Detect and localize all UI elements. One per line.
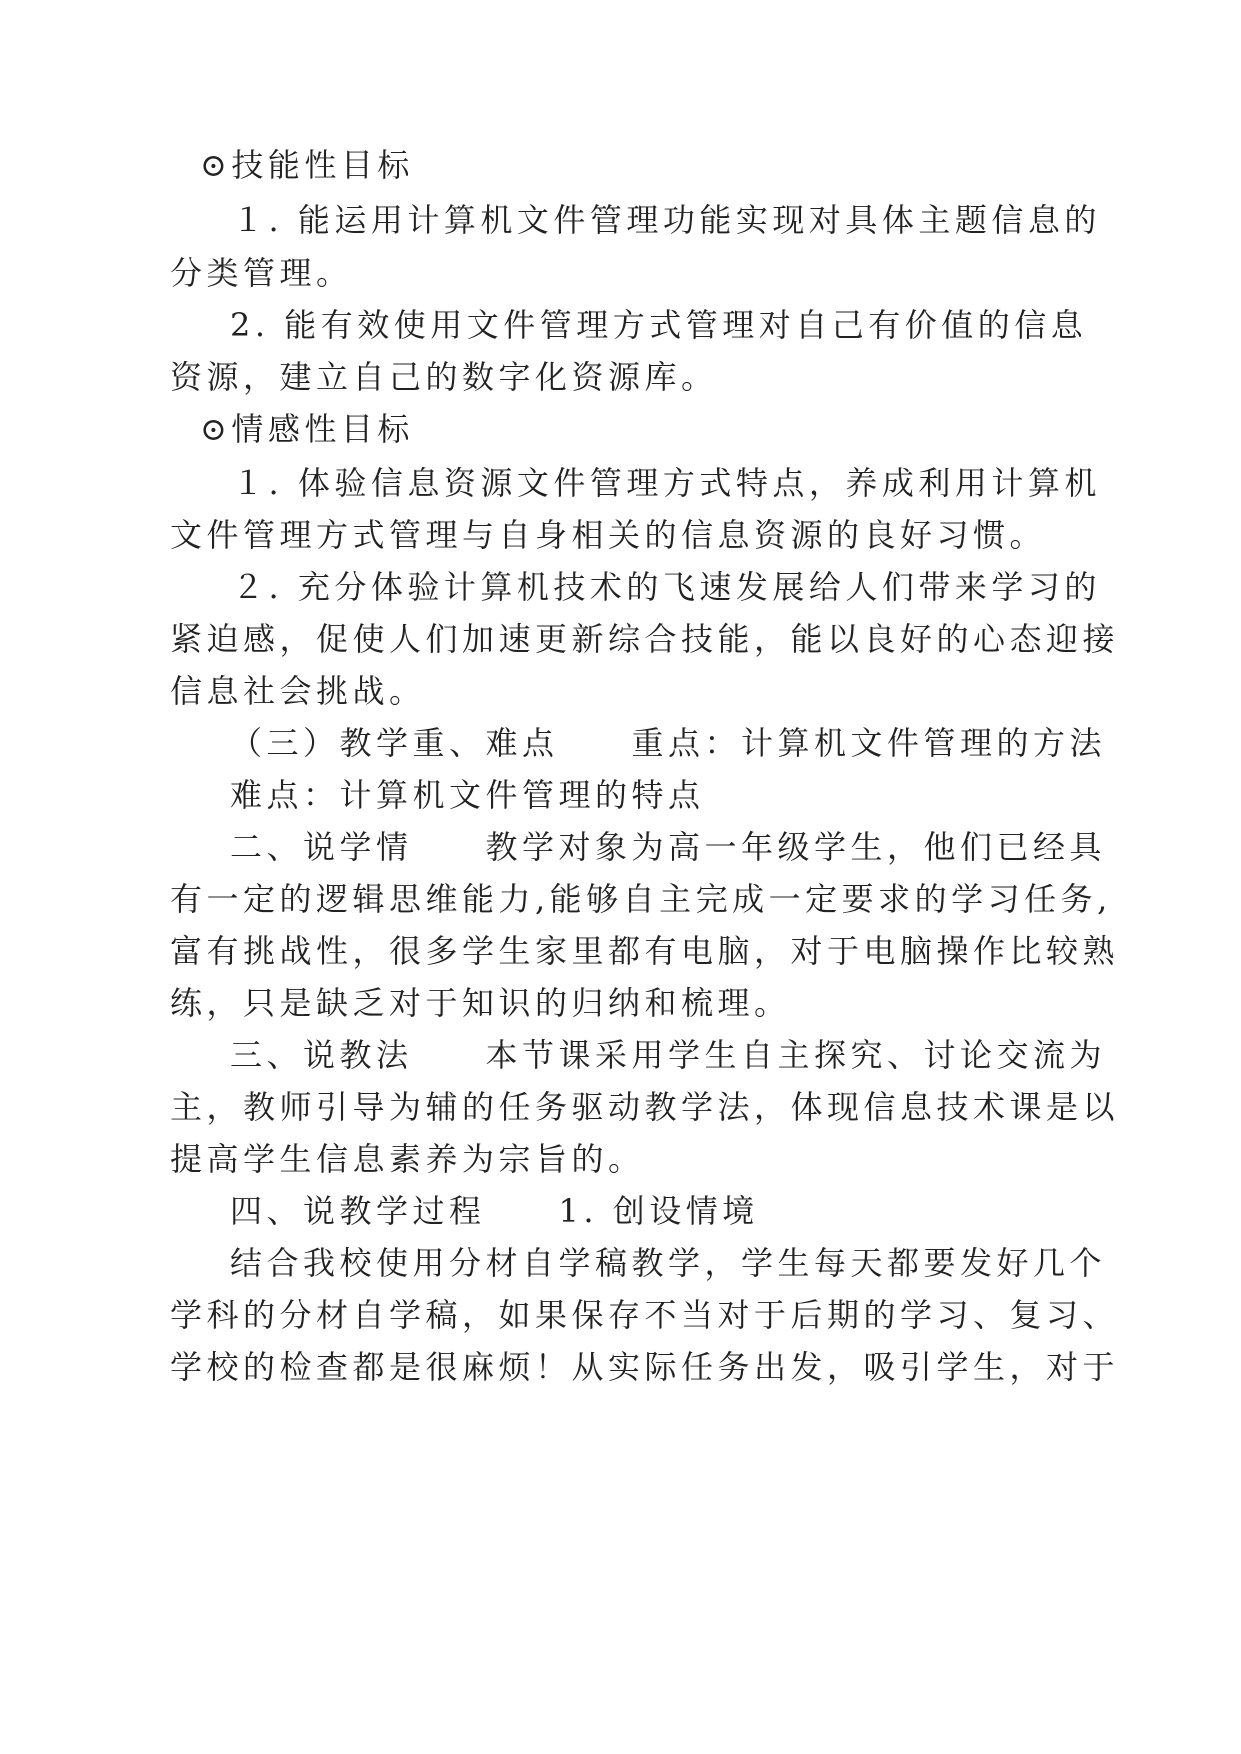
paragraph-line: 提高学生信息素养为宗旨的。	[170, 1140, 645, 1178]
heading-emotion-goals: ⊙情感性目标	[200, 410, 414, 448]
paragraph-line: 学科的分材自学稿，如果保存不当对于后期的学习、复习、	[170, 1296, 1120, 1334]
paragraph-line: 分类管理。	[170, 254, 353, 292]
paragraph-line: 紧迫感，促使人们加速更新综合技能，能以良好的心态迎接	[170, 620, 1120, 658]
paragraph-line: 2. 能有效使用文件管理方式管理对自己有价值的信息	[230, 306, 1088, 344]
paragraph-line: ２. 充分体验计算机技术的飞速发展给人们带来学习的	[232, 568, 1101, 606]
paragraph-line: 资源，建立自己的数字化资源库。	[170, 358, 718, 396]
paragraph-line: 结合我校使用分材自学稿教学，学生每天都要发好几个	[230, 1244, 1107, 1282]
paragraph-line: １. 能运用计算机文件管理功能实现对具体主题信息的	[232, 201, 1101, 239]
heading-skill-goals: ⊙技能性目标	[200, 146, 414, 184]
paragraph-line: １. 体验信息资源文件管理方式特点，养成利用计算机	[232, 464, 1101, 502]
section-teaching-method: 三、说教法 本节课采用学生自主探究、讨论交流为	[230, 1036, 1107, 1074]
paragraph-line: 难点：计算机文件管理的特点	[230, 776, 705, 814]
paragraph-line: 有一定的逻辑思维能力,能够自主完成一定要求的学习任务,	[170, 880, 1112, 918]
paragraph-line: 练，只是缺乏对于知识的归纳和梳理。	[170, 984, 791, 1022]
paragraph-line: 文件管理方式管理与自身相关的信息资源的良好习惯。	[170, 516, 1047, 554]
section-teaching-process: 四、说教学过程 1. 创设情境	[230, 1192, 759, 1230]
paragraph-line: 学校的检查都是很麻烦！从实际任务出发，吸引学生，对于	[170, 1348, 1120, 1386]
section-student-analysis: 二、说学情 教学对象为高一年级学生，他们已经具	[230, 828, 1107, 866]
paragraph-line: 主，教师引导为辅的任务驱动教学法，体现信息技术课是以	[170, 1088, 1120, 1126]
paragraph-line: 信息社会挑战。	[170, 672, 426, 710]
paragraph-line: 富有挑战性，很多学生家里都有电脑，对于电脑操作比较熟	[170, 932, 1120, 970]
section-key-points: （三）教学重、难点 重点：计算机文件管理的方法	[230, 724, 1107, 762]
